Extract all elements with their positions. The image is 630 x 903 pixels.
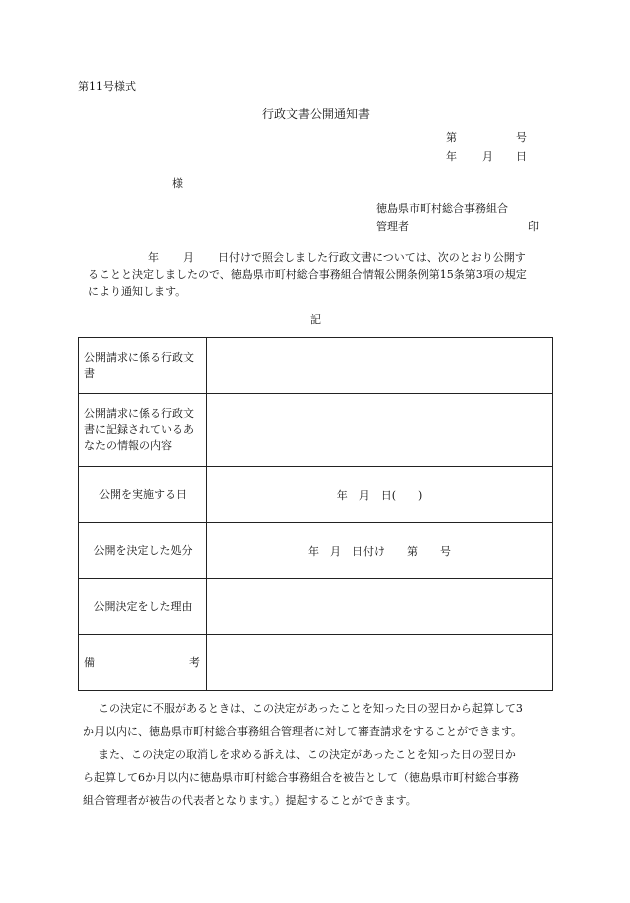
doc-number-prefix: 第 xyxy=(446,131,457,144)
row-value-reason xyxy=(207,579,553,635)
table-row xyxy=(79,635,553,691)
note-line-2: か月以内に、徳島県市町村総合事務組合管理者に対して審査請求をすることができます。 xyxy=(83,725,523,738)
table-row xyxy=(79,394,553,467)
issue-date-day: 日 xyxy=(516,150,527,163)
notes-paragraph xyxy=(84,697,554,812)
intro-line-2: ることと決定しましたので、徳島県市町村総合事務組合情報公開条例第15条第3項の規定 xyxy=(88,268,527,281)
note-line-3: また、この決定の取消しを求める訴えは、この決定があったことを知った日の翌日か xyxy=(98,748,516,761)
document-title: 行政文書公開通知書 xyxy=(262,107,371,121)
table-row xyxy=(79,338,553,394)
note-line-5: 組合管理者が被告の代表者となります。）提起することができます。 xyxy=(83,794,417,807)
row-value-decision: 年 月 日付け 第 号 xyxy=(207,523,553,579)
row-label-requested-document: 公開請求に係る行政文書 xyxy=(79,338,207,394)
row-value-remarks xyxy=(207,635,553,691)
issue-date-month: 月 xyxy=(482,150,493,163)
row-value-personal-info xyxy=(207,394,553,467)
remarks-label-right: 考 xyxy=(189,655,200,669)
form-number: 第11号様式 xyxy=(78,80,136,93)
details-table xyxy=(78,337,553,691)
row-label-disclosure-date: 公開を実施する日 xyxy=(79,467,207,523)
sender-org: 徳島県市町村総合事務組合 xyxy=(376,202,508,215)
row-label-personal-info: 公開請求に係る行政文書に記録されているあなたの情報の内容 xyxy=(79,394,207,467)
table-row xyxy=(79,579,553,635)
intro-month: 月 xyxy=(183,251,194,264)
row-label-remarks xyxy=(79,635,207,691)
intro-year: 年 xyxy=(148,251,159,264)
doc-number-suffix: 号 xyxy=(516,131,527,144)
intro-paragraph xyxy=(76,249,554,300)
note-line-4: ら起算して6か月以内に徳島県市町村総合事務組合を被告として（徳島県市町村総合事務 xyxy=(83,771,519,784)
row-label-reason: 公開決定をした理由 xyxy=(79,579,207,635)
note-line-1: この決定に不服があるときは、この決定があったことを知った日の翌日から起算して3 xyxy=(98,702,523,715)
row-label-decision: 公開を決定した処分 xyxy=(79,523,207,579)
table-row xyxy=(79,467,553,523)
ki-heading: 記 xyxy=(310,313,321,326)
row-value-disclosure-date: 年 月 日( ) xyxy=(207,467,553,523)
remarks-label-left: 備 xyxy=(84,655,95,669)
table-row xyxy=(79,523,553,579)
issue-date-year: 年 xyxy=(446,150,457,163)
intro-rest: 日付けで照会しました行政文書については、次のとおり公開す xyxy=(218,251,526,264)
intro-line-3: により通知します。 xyxy=(88,285,187,298)
intro-line-1 xyxy=(76,249,554,266)
seal-mark: 印 xyxy=(528,220,539,233)
addressee: 様 xyxy=(172,177,183,190)
row-value-requested-document xyxy=(207,338,553,394)
sender-role: 管理者 xyxy=(376,220,409,233)
